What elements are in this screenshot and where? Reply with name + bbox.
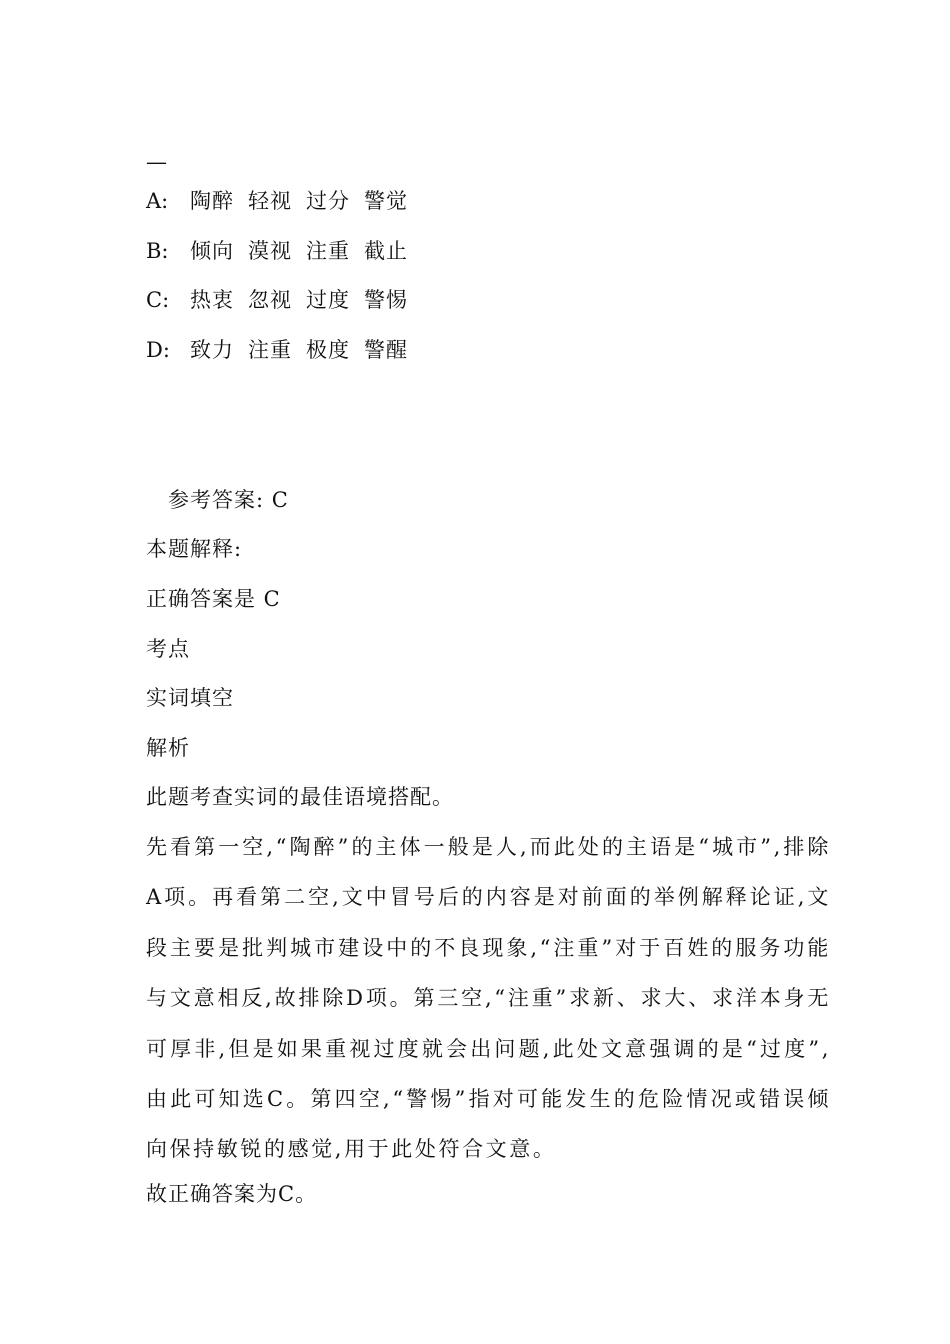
question-continuation-dash: — (146, 150, 167, 174)
option-word: 忽视 (248, 288, 292, 312)
explanation-heading: 本题解释: (146, 537, 243, 561)
option-word: 截止 (364, 239, 408, 263)
option-word: 倾向 (190, 239, 234, 263)
exam-point-value: 实词填空 (146, 686, 234, 710)
option-word: 漠视 (248, 239, 292, 263)
option-b (146, 238, 422, 264)
analysis-body: 先看第一空,“陶醉”的主体一般是人,而此处的主语是“城市”,排除A项。再看第二空,文中冒号后的内容是对前面的举例解释论证,文段主要是批判城市建设中的不良现象,“注重”对于百姓的服务功能与文意相反,故排除D项。第三空,“注重”求新、求大、求洋本身无可厚非,但是如果重视过度就会出问题,此处文意强调的是“过度”,由此可知选C。第四空,“警惕”指对可能发生的危险情况或错误倾向保持敏锐的感觉,用于此处符合文意。 (146, 835, 831, 1162)
option-word: 热衷 (190, 288, 234, 312)
option-word: 注重 (306, 239, 350, 263)
option-a (146, 188, 422, 214)
reference-answer: 参考答案: C (168, 488, 289, 512)
option-key: A: (146, 189, 169, 213)
exam-point-label: 考点 (146, 637, 190, 661)
conclusion: 故正确答案为C。 (146, 1182, 318, 1206)
option-word: 致力 (190, 338, 234, 362)
option-key: C: (146, 288, 170, 312)
analysis-label: 解析 (146, 736, 190, 760)
option-word: 警惕 (364, 288, 408, 312)
option-key: D: (146, 338, 170, 362)
option-word: 注重 (248, 338, 292, 362)
option-word: 警觉 (364, 189, 408, 213)
option-word: 轻视 (248, 189, 292, 213)
option-c (146, 287, 422, 313)
option-key: B: (146, 239, 169, 263)
option-d (146, 337, 422, 363)
option-word: 警醒 (364, 338, 408, 362)
option-word: 陶醉 (190, 189, 234, 213)
option-word: 极度 (306, 338, 350, 362)
option-word: 过度 (306, 288, 350, 312)
correct-answer-line: 正确答案是 C (146, 587, 281, 611)
analysis-intro: 此题考查实词的最佳语境搭配。 (146, 785, 454, 809)
option-word: 过分 (306, 189, 350, 213)
